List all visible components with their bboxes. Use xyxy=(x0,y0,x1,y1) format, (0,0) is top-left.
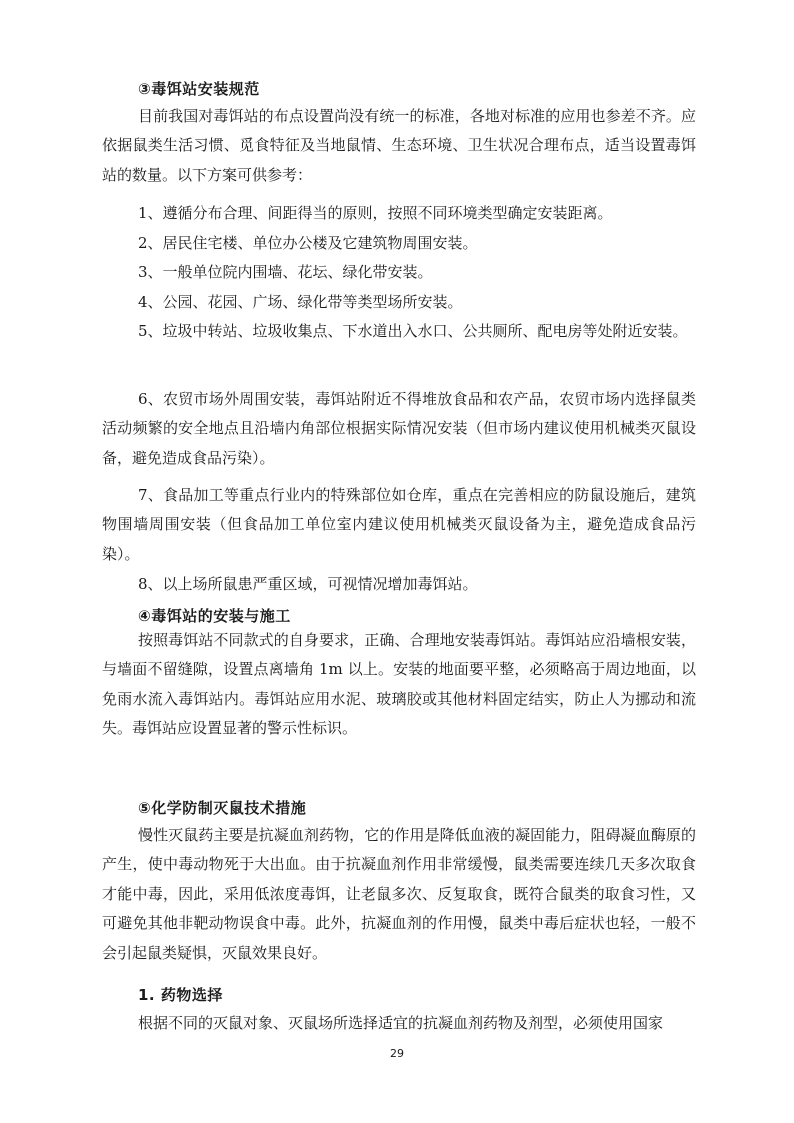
list-item: 3、一般单位院内围墙、花坛、绿化带安装。 xyxy=(138,263,433,281)
list-item: 8、以上场所鼠患严重区域，可视情况增加毒饵站。 xyxy=(138,575,478,593)
list-item: 6、农贸市场外周围安装，毒饵站附近不得堆放食品和农产品，农贸市场内选择鼠类活动频繁的安全地点且沿墙内角部位根据实际情况安装（但市场内建议使用机械类灭鼠设备，避免造成食品污染）。 xyxy=(102,390,696,467)
list-item: 4、公园、花园、广场、绿化带等类型场所安装。 xyxy=(138,293,463,311)
list-item: 2、居民住宅楼、单位办公楼及它建筑物周围安装。 xyxy=(138,234,478,252)
section-3-intro: 目前我国对毒饵站的布点设置尚没有统一的标准，各地对标准的应用也参差不齐。应依据鼠类生活习惯、觅食特征及当地鼠情、生态环境、卫生状况合理布点，适当设置毒饵站的数量。以下方案可供参考： xyxy=(102,107,696,184)
subsection-1-body: 根据不同的灭鼠对象、灭鼠场所选择适宜的抗凝血剂药物及剂型，必须使用国家 xyxy=(138,1014,664,1032)
section-4-body: 按照毒饵站不同款式的自身要求，正确、合理地安装毒饵站。毒饵站应沿墙根安装，与墙面不留缝隙，设置点离墙角 1m 以上。安装的地面要平整，必须略高于周边地面，以免雨水流入毒饵站内。毒饵站应用水泥、玻璃胶或其他材料固定结实，防止人为挪动和流失。毒饵站应设置显著的警示性标识。 xyxy=(102,631,696,738)
subsection-1-heading: 1. 药物选择 xyxy=(138,986,223,1004)
section-4-heading: ④毒饵站的安装与施工 xyxy=(138,607,291,625)
section-3-heading: ③毒饵站安装规范 xyxy=(138,80,260,98)
list-item: 7、食品加工等重点行业内的特殊部位如仓库，重点在完善相应的防鼠设施后，建筑物围墙周围安装（但食品加工单位室内建议使用机械类灭鼠设备为主，避免造成食品污染）。 xyxy=(102,486,696,563)
list-item: 1、遵循分布合理、间距得当的原则，按照不同环境类型确定安装距离。 xyxy=(138,204,613,222)
page-number: 29 xyxy=(390,1047,404,1060)
list-item: 5、垃圾中转站、垃圾收集点、下水道出入水口、公共厕所、配电房等处附近安装。 xyxy=(138,322,688,340)
section-5-body: 慢性灭鼠药主要是抗凝血剂药物，它的作用是降低血液的凝固能力，阻碍凝血酶原的产生，使中毒动物死于大出血。由于抗凝血剂作用非常缓慢，鼠类需要连续几天多次取食才能中毒，因此，采用低浓度毒饵，让老鼠多次、反复取食，既符合鼠类的取食习性，又可避免其他非靶动物误食中毒。此外，抗凝血剂的作用慢，鼠类中毒后症状也轻，一般不会引起鼠类疑惧，灭鼠效果良好。 xyxy=(102,826,696,962)
section-5-heading: ⑤化学防制灭鼠技术措施 xyxy=(138,799,307,817)
